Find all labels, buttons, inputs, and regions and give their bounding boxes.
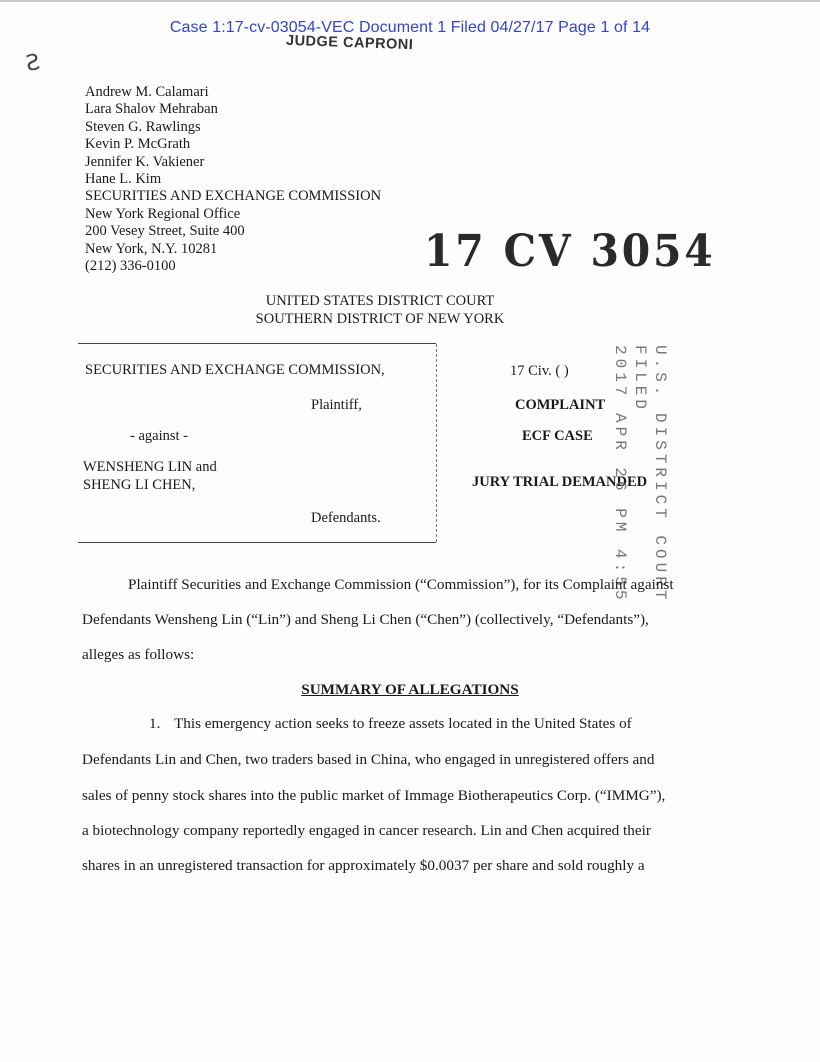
court-name — [0, 292, 760, 328]
filed-stamp-court: U.S. DISTRICT COURT — [651, 345, 669, 604]
counsel-line: Kevin P. McGrath — [85, 136, 191, 153]
counsel-block — [85, 84, 381, 275]
defendant-line-2: SHENG LI CHEN, — [83, 477, 196, 493]
judge-stamp: JUDGE CAPRONI — [285, 32, 414, 54]
court-line-1: UNITED STATES DISTRICT COURT — [265, 293, 495, 309]
counsel-line: New York Regional Office — [85, 205, 241, 222]
defendant-line-1: WENSHENG LIN and — [83, 459, 217, 475]
paragraph-line: This emergency action seeks to freeze assets located in the United States of — [174, 715, 632, 732]
counsel-line: New York, N.Y. 10281 — [85, 240, 218, 257]
ecf-header: Case 1:17-cv-03054-VEC Document 1 Filed 04/27/17 Page 1 of 14 — [169, 19, 651, 36]
counsel-line: Andrew M. Calamari — [85, 84, 209, 100]
court-line-2: SOUTHERN DISTRICT OF NEW YORK — [255, 311, 505, 327]
section-heading: SUMMARY OF ALLEGATIONS — [301, 681, 519, 698]
document-type: COMPLAINT — [515, 397, 606, 413]
paragraph-line: a biotechnology company reportedly engaged in cancer research. Lin and Chen acquired their — [82, 822, 651, 839]
counsel-line: Steven G. Rawlings — [85, 118, 201, 135]
counsel-line: SECURITIES AND EXCHANGE COMMISSION — [85, 188, 382, 205]
counsel-line: Hane L. Kim — [85, 171, 162, 188]
counsel-line: 200 Vesey Street, Suite 400 — [85, 223, 245, 240]
top-rule — [0, 0, 820, 2]
case-number-stamp: 17 CV 3054 — [424, 226, 716, 277]
filed-stamp-filed: FILED — [631, 345, 649, 414]
caption-bottom-rule — [78, 542, 436, 543]
filed-stamp — [610, 345, 670, 603]
defendants-label: Defendants. — [311, 510, 381, 526]
caption-top-rule — [78, 343, 436, 344]
paragraph-line: shares in an unregistered transaction for approximately $0.0037 per share and sold roughly a — [82, 857, 645, 874]
plaintiff-label: Plaintiff, — [311, 397, 362, 413]
counsel-line: Lara Shalov Mehraban — [85, 101, 218, 118]
margin-handwritten-mark: Ƨ — [23, 49, 43, 78]
paragraph-line: Defendants Lin and Chen, two traders based in China, who engaged in unregistered offers and — [82, 751, 655, 768]
intro-line: Plaintiff Securities and Exchange Commission (“Commission”), for its Complaint against — [128, 576, 674, 593]
ecf-case-label: ECF CASE — [522, 428, 593, 444]
intro-line: alleges as follows: — [82, 646, 195, 663]
against-label: - against - — [130, 428, 188, 444]
civil-number: 17 Civ. ( ) — [510, 363, 569, 379]
counsel-line: Jennifer K. Vakiener — [85, 153, 205, 170]
paragraph-number: 1. — [149, 715, 161, 732]
filed-stamp-date: 2017 APR 26 PM 4:55 — [611, 345, 629, 604]
counsel-line: (212) 336-0100 — [85, 258, 176, 275]
jury-demand-label: JURY TRIAL DEMANDED — [472, 474, 648, 490]
paragraph-line: sales of penny stock shares into the public market of Immage Biotherapeutics Corp. (“IMMG”), — [82, 787, 666, 804]
caption-divider — [436, 344, 437, 542]
plaintiff-name: SECURITIES AND EXCHANGE COMMISSION, — [85, 362, 385, 378]
intro-line: Defendants Wensheng Lin (“Lin”) and Sheng Li Chen (“Chen”) (collectively, “Defendants”), — [82, 611, 649, 628]
